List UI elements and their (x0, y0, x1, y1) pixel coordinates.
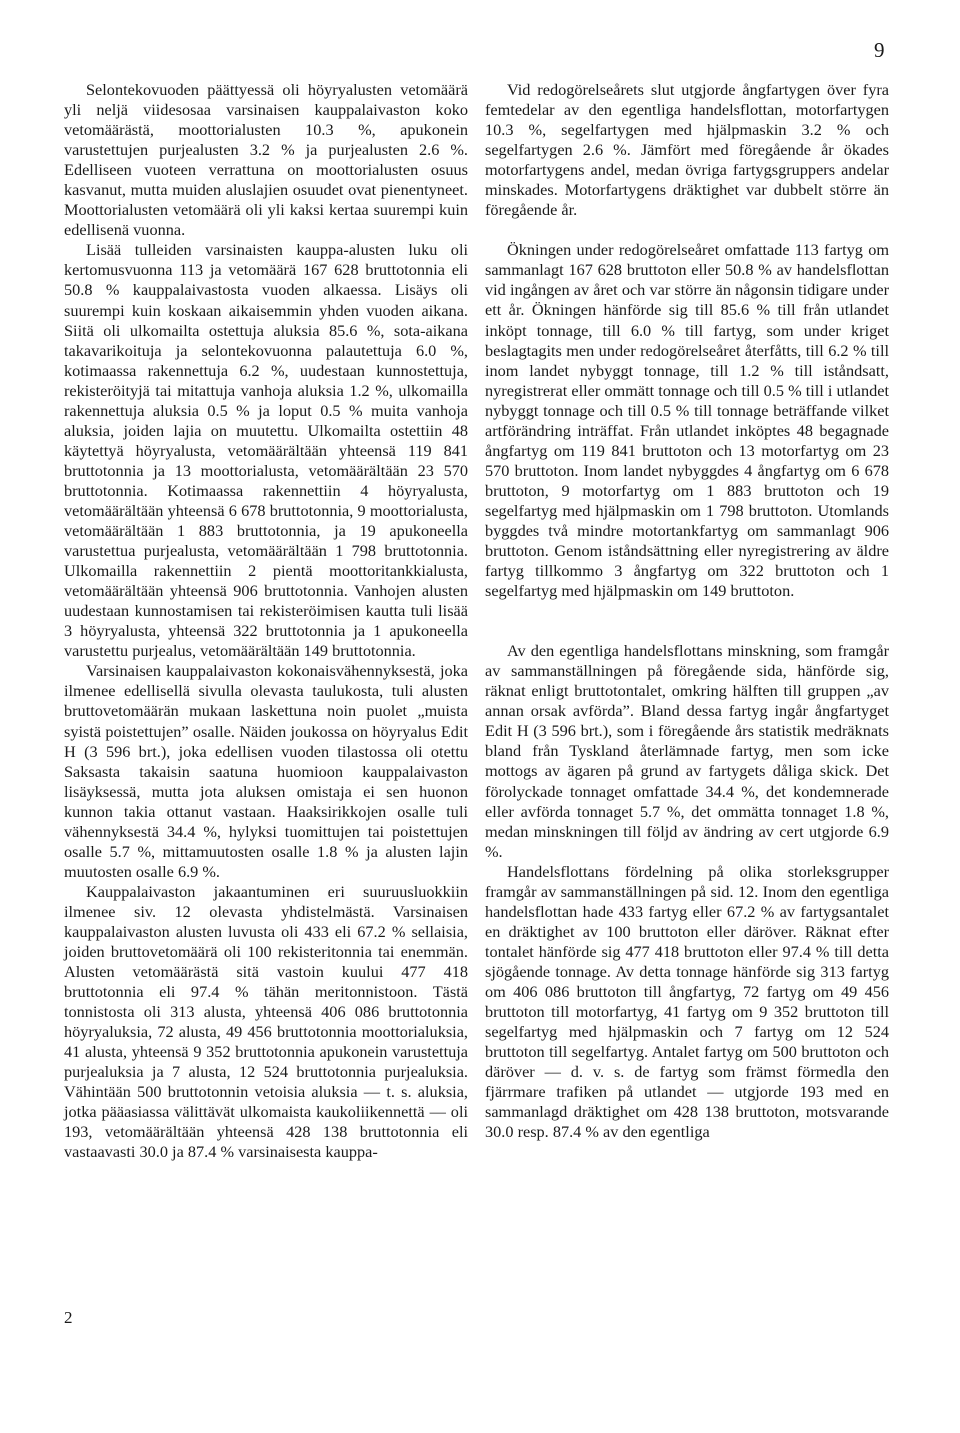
paragraph: Selontekovuoden päättyessä oli höyryalusten vetomäärä yli neljä viidesosaa varsinaisen kauppalaivaston koko vetomäärästä, moottorialusten 10.3 %, apukonein varustettujen purjealusten 3.2 % ja purjealusten 2.6 %. Edelliseen vuoteen verrattuna on moottorialusten osuus kasvanut, mutta muiden aluslajien osuudet ovat pienentyneet. Moottorialusten vetomäärä oli yli kaksi kertaa suurempi kuin edellisenä vuonna. (64, 80, 468, 240)
paragraph: Ökningen under redogörelseåret omfattade 113 fartyg om sammanlagt 167 628 bruttoton eller 50.8 % av handelsflottan vid ingången av året och var större än någonsin tidigare under ett år. Ökningen hänförde sig till 85.6 % till från utlandet inköpt tonnage, till 6.0 % till fartyg, som under kriget beslagtagits men under redogörelseåret återfåtts, till 6.2 % till inom landet nybyggt tonnage, till 1.2 % till iståndsatt, nyregistrerat eller ommätt tonnage och till 0.5 % till i utlandet nybyggt tonnage och till 0.5 % till tonnage beträffande vilket artförändring inträffat. Från utlandet inköptes 48 begagnade ångfartyg om 119 841 bruttoton och 13 motorfartyg om 23 570 bruttoton. Inom landet nybyggdes 4 ångfartyg om 6 678 bruttoton, 9 motorfartyg om 1 883 bruttoton och 19 segelfartyg med hjälpmaskin om 1 798 bruttoton. Utomlands byggdes två mindre motortankfartyg om sammanlagt 906 bruttoton. Genom iståndsättning eller nyregistrering av äldre fartyg tillkommo 3 ångfartyg om 322 bruttoton och 1 segelfartyg med hjälpmaskin om 149 bruttoton. (485, 240, 889, 601)
paragraph: Vid redogörelseårets slut utgjorde ångfartygen över fyra femtedelar av den egentliga handelsflottan, motorfartygen 10.3 %, segelfartygen med hjälpmaskin 3.2 % och segelfartygen 2.6 %. Jämfört med föregående år ökades motorfartygens andel, medan övriga fartygsgruppers andelar minskades. Motorfartygens dräktighet var dubbelt större än föregående år. (485, 80, 889, 220)
paragraph: Av den egentliga handelsflottans minskning, som framgår av sammanställningen på föregående sida, hänförde sig, räknat enligt bruttotontalet, omkring hälften till gruppen „av annan orsak avförda”. Bland dessa fartyg ingår ångfartyget Edit H (3 596 brt.), som i föregående års statistik medräknats bland från Tyskland återlämnade fartyg, men som icke mottogs av ägaren på grund av fartygets dåliga skick. Det förolyckade tonnaget omfattade 34.4 %, det kondemnerade eller avförda tonnaget 5.7 %, det ommätta tonnaget 1.8 %, medan minskningen till följd av ändring av cert utgjorde 6.9 %. (485, 641, 889, 861)
signature-mark: 2 (64, 1308, 73, 1327)
paragraph: Handelsflottans fördelning på olika storleksgrupper framgår av sammanställningen på sid. 12. Inom den egentliga handelsflottan hade 433 fartyg eller 67.2 % av fartygsantalet en dräktighet av 100 bruttoton eller däröver. Räknat efter tontalet hänförde sig 477 418 bruttoton eller 97.4 % till detta sjögående tonnage. Av detta tonnage hänförde sig 313 fartyg om 406 086 bruttoton till ångfartyg, 72 fartyg om 49 456 bruttoton till motorfartyg, 41 fartyg om 9 352 bruttoton till segelfartyg med hjälpmaskin och 7 fartyg om 12 524 bruttoton till segelfartyg. Antalet fartyg om 500 bruttoton och däröver — d. v. s. de fartyg som främst förmedla den fjärrmare trafiken på utlandet — utgjorde 193 med en sammanlagd dräktighet om 428 138 bruttoton, motsvarande 30.0 resp. 87.4 % av den egentliga (485, 861, 889, 1142)
page-number: 9 (874, 38, 885, 62)
paragraph: Varsinaisen kauppalaivaston kokonaisvähennyksestä, joka ilmenee edellisellä sivulla olevasta taulukosta, tuli alusten bruttovetomäärän mukaan laskettuna noin puolet „muista syistä poistettujen” osalle. Näiden joukossa on höyryalus Edit H (3 596 brt.), joka edellisen vuoden tilastossa oli otettu Saksasta takaisin saatuna huomioon kauppalaivaston lisäyksessä, mutta jota aluksen omistaja ei sen huonon kunnon takia ottanut vastaan. Haaksirikkojen osalle tuli vähennyksestä 34.4 %, hylyksi tuomittujen tai poistettujen osalle 5.7 %, mittamuutosten osalle 1.8 % ja alusten lajin muutosten osalle 6.9 %. (64, 661, 468, 881)
swedish-text-column (485, 80, 889, 1142)
paragraph: Lisää tulleiden varsinaisten kauppa-alusten luku oli kertomusvuonna 113 ja vetomäärä 167 628 bruttotonnia eli 50.8 % kauppalaivastosta vuoden alkaessa. Lisäys oli suurempi kuin koskaan aikaisemmin yhden vuoden aikana. Siitä oli ulkomailta ostettuja aluksia 85.6 %, sota-aikana takavarikoituja ja selontekovuonna palautettuja 6.0 %, kotimaassa rakennettuja 6.2 %, uudestaan kunnostettuja, rekisteröityjä tai mitattuja vanhoja aluksia 1.2 %, ulkomailla rakennettuja aluksia 0.5 % ja loput 0.5 % muita vanhoja aluksia, joiden lajia on muutettu. Ulkomailta ostettiin 48 käytettyä höyryalusta, vetomäärältään yhteensä 119 841 bruttotonnia ja 13 moottorialusta, vetomäärältään 23 570 bruttotonnia. Kotimaassa rakennettiin 4 höyryalusta, vetomäärältään yhteensä 6 678 bruttotonnia, 9 moottorialusta, vetomäärältään 1 883 bruttotonnia, ja 19 apukoneella varustettua purjealusta, vetomäärältään 1 798 bruttotonnia. Ulkomailla rakennettiin 2 pientä moottoritankkialusta, vetomäärältään yhteensä 906 bruttotonnia. Vanhojen alusten uudestaan kunnostamisen tai rekisteröimisen kautta tuli lisää 3 höyryalusta, yhteensä 322 bruttotonnia ja 1 apukoneella varustettu purjealus, vetomäärältään 149 bruttotonnia. (64, 240, 468, 661)
paragraph: Kauppalaivaston jakaantuminen eri suuruusluokkiin ilmenee siv. 12 olevasta yhdistelmästä. Varsinaisen kauppalaivaston alusten luvusta oli 433 eli 67.2 % sellaisia, joiden bruttovetomäärä oli 100 rekisteritonnia tai enemmän. Alusten vetomäärästä sitä vastoin kuului 477 418 bruttotonnia eli 97.4 % tähän meritonnistoon. Tästä tonnistosta oli 313 alusta, yhteensä 406 086 bruttotonnia höyryaluksia, 72 alusta, 49 456 bruttotonnia moottorialuksia, 41 alusta, yhteensä 9 352 bruttotonnia apukonein varustettuja purjealuksia ja 7 alusta, 12 524 bruttotonnia purjealuksia. Vähintään 500 bruttotonnin vetoisia aluksia — t. s. aluksia, jotka pääasiassa välittävät ulkomaista kaukoliikennettä — oli 193, vetomäärältään yhteensä 428 138 bruttotonnia eli vastaavasti 30.0 ja 87.4 % varsinaisesta kauppa- (64, 881, 468, 1162)
finnish-text-column (64, 80, 468, 1163)
